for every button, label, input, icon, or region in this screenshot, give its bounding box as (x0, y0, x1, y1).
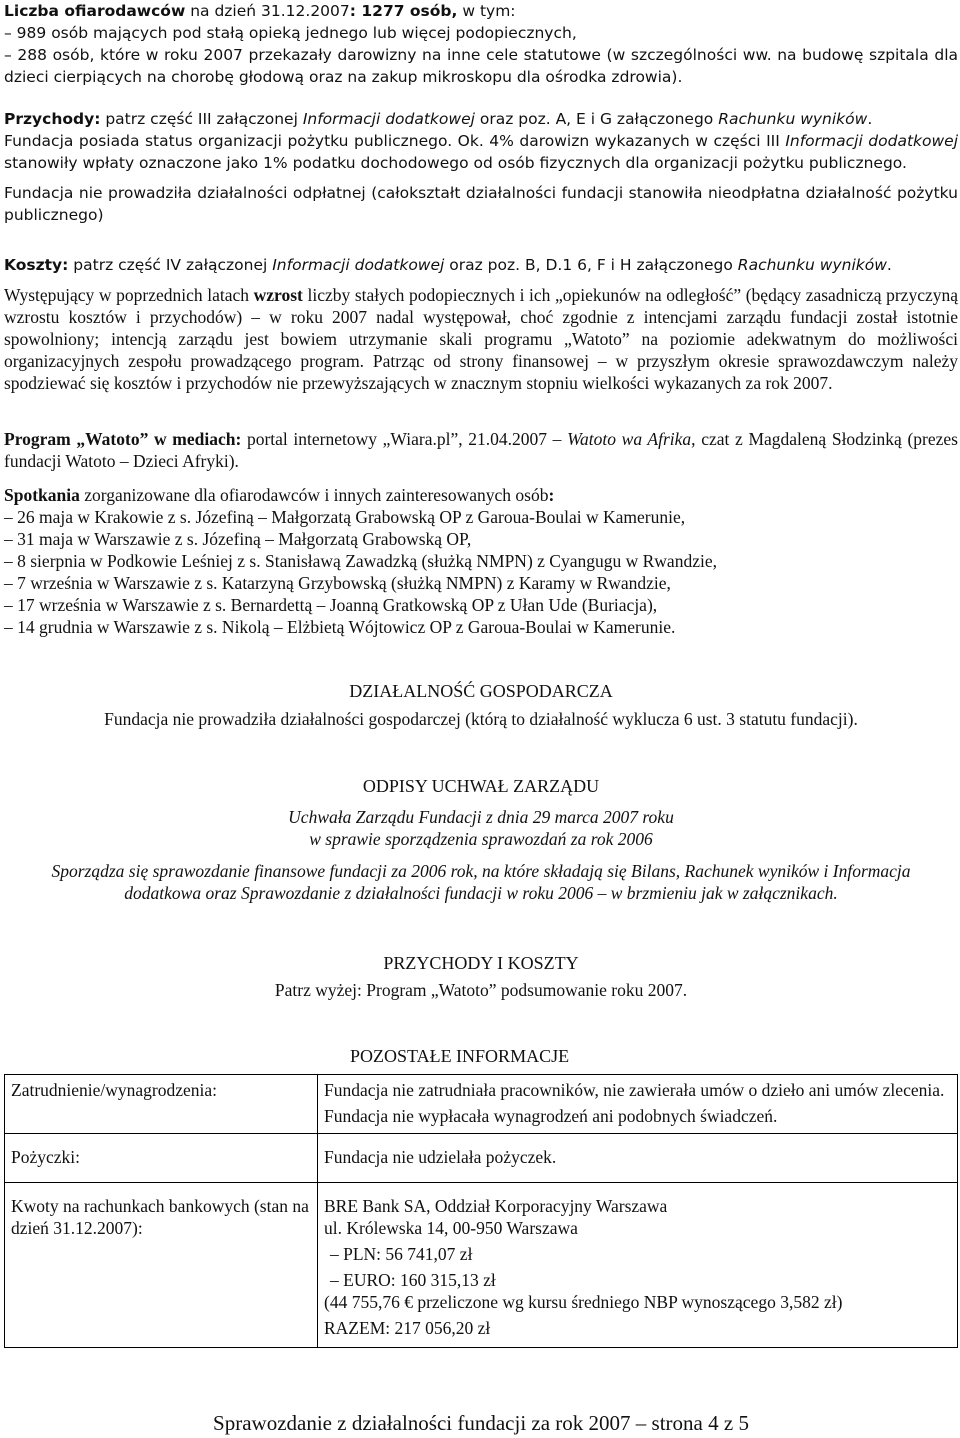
revenue-ref-rachunek: Rachunku wyników (718, 110, 868, 128)
bank-label: Kwoty na rachunkach bankowych (stan na dzień 31.12.2007): (11, 1196, 309, 1238)
media-text-2: , czat z Magdaleną Słodzinką (prezes fundacji Watoto – Dzieci Afryki). (4, 429, 958, 471)
employment-line-2: Fundacja nie wypłacała wynagrodzeń ani podobnych świadczeń. (324, 1106, 778, 1126)
donors-section (4, 0, 958, 88)
donors-heading-date: na dzień 31.12.2007 (185, 2, 350, 20)
revenue-label: Przychody: (4, 110, 101, 128)
meetings-section (4, 484, 958, 638)
other-info-title: POZOSTAŁE INFORMACJE (350, 1046, 570, 1066)
opp-status-ref: Informacji dodatkowej (785, 132, 959, 150)
costs-line (4, 254, 958, 276)
revenue-text-3: . (867, 110, 873, 128)
paid-activity-paragraph: Fundacja nie prowadziła działalności odpłatnej (całokształt działalności fundacji stanowiła nieodpłatna działalność pożytku publicznego) (4, 184, 958, 224)
costs-ref-info: Informacji dodatkowej (272, 256, 445, 274)
media-text-1: portal internetowy „Wiara.pl”, 21.04.2007 – (241, 429, 568, 449)
donors-item-1: – 989 osób mających pod stałą opieką jednego lub więcej podopiecznych, (4, 24, 577, 42)
meeting-item: – 7 września w Warszawie z s. Katarzyną Grzybowską (służką NMPN) z Karamy w Rwandzie, (4, 573, 671, 593)
revenue-costs-section (4, 952, 958, 1001)
employment-line-1: Fundacja nie zatrudniała pracowników, nie zawierała umów o dzieło ani umów zlecenia. (324, 1080, 945, 1100)
bank-euro-conversion: (44 755,76 € przeliczone wg kursu średniego NBP wynoszącego 3,582 zł) (324, 1292, 843, 1312)
table-row (5, 1183, 958, 1348)
loans-label-cell (5, 1134, 318, 1183)
other-info-table (4, 1074, 958, 1348)
costs-text-3: . (886, 256, 892, 274)
costs-label: Koszty: (4, 256, 69, 274)
media-label: Program „Watoto” w mediach: (4, 429, 242, 449)
table-row (5, 1134, 958, 1183)
bank-label-cell (5, 1183, 318, 1348)
donors-heading-label: Liczba ofiarodawców (4, 2, 186, 20)
revenue-section (4, 108, 958, 226)
meetings-text: zorganizowane dla ofiarodawców i innych zainteresowanych osób (79, 485, 549, 505)
meetings-heading (4, 484, 958, 506)
loans-line: Fundacja nie udzielała pożyczek. (324, 1147, 557, 1167)
employment-label: Zatrudnienie/wynagrodzenia: (11, 1080, 218, 1100)
bank-value-cell (318, 1183, 958, 1348)
growth-emphasis: wzrost (253, 285, 303, 305)
meeting-item: – 31 maja w Warszawie z s. Józefiną – Małgorzatą Grabowską OP, (4, 529, 472, 549)
revenue-line (4, 108, 958, 130)
employment-label-cell (5, 1075, 318, 1134)
loans-label: Pożyczki: (11, 1147, 81, 1167)
donors-heading (4, 0, 958, 22)
opp-status-text-2: Ok. 4% darowizn wykazanych w części III (452, 132, 786, 150)
employment-value-cell (318, 1075, 958, 1134)
meetings-colon: : (548, 485, 555, 505)
business-activity-text: Fundacja nie prowadziła działalności gospodarczej (którą to działalność wyklucza 6 ust. 3 statutu fundacji). (104, 709, 858, 729)
meeting-item: – 8 sierpnia w Podkowie Leśniej z s. Stanisławą Zawadzką (służką NMPN) z Cyangugu w Rwandzie, (4, 551, 717, 571)
growth-text-2: liczby stałych podopiecznych i ich „opiekunów na odległość” (będący zasadniczą przyczyną wzrostu kosztów i przychodów) – w roku 2007 nadal występował, choć zgodnie z intencjami zarządu fundacji został istotnie spowolniony; intencją zarządu jest bowiem utrzymanie skali programu „Watoto” na poziomie adekwatnym do możliwości organizacyjnych zespołu prowadzącego program. Patrząc od strony finansowej – w przyszłym okresie sprawozdawczym należy spodziewać się kosztów i przychodów nie przewyższających w znacznym stopniu wielkości wykazanych za rok 2007. (4, 285, 958, 393)
donors-count-tail: w tym: (457, 2, 516, 20)
media-title: Watoto wa Afrika (567, 429, 692, 449)
meetings-label: Spotkania (4, 485, 80, 505)
loans-value-cell (318, 1134, 958, 1183)
revenue-text-1: patrz część III załączonej (100, 110, 303, 128)
business-activity-title: DZIAŁALNOŚĆ GOSPODARCZA (349, 681, 613, 701)
costs-text-2: oraz poz. B, D.1 6, F i H załączonego (444, 256, 738, 274)
costs-section (4, 254, 958, 394)
resolutions-section (4, 775, 958, 904)
bank-total: RAZEM: 217 056,20 zł (324, 1318, 491, 1338)
costs-text-1: patrz część IV załączonej (68, 256, 273, 274)
revenue-costs-title: PRZYCHODY I KOSZTY (383, 953, 579, 973)
growth-paragraph (4, 284, 958, 394)
resolution-body: Sporządza się sprawozdanie finansowe fundacji za 2006 rok, na które składają się Bilans, Rachunek wyników i Informacja dodatkowa oraz Sprawozdanie z działalności fundacji w roku 2006 – w brzmieniu jak w załącznikach. (51, 861, 911, 903)
bank-address: ul. Królewska 14, 00-950 Warszawa (324, 1218, 578, 1238)
table-row (5, 1075, 958, 1134)
donors-count: : 1277 osób, (349, 2, 458, 20)
revenue-text-2: oraz poz. A, E i G załączonego (474, 110, 719, 128)
revenue-costs-text: Patrz wyżej: Program „Watoto” podsumowanie roku 2007. (274, 980, 688, 1000)
opp-status-text-3: stanowiły wpłaty oznaczone jako 1% podatku dochodowego od osób fizycznych dla organizacji pożytku publicznego. (4, 154, 907, 172)
resolutions-title: ODPISY UCHWAŁ ZARZĄDU (362, 776, 600, 796)
opp-status-paragraph (4, 130, 958, 174)
meeting-item: – 17 września w Warszawie z s. Bernardettą – Joanną Gratkowską OP z Ułan Ude (Buriacja), (4, 595, 658, 615)
business-activity-section (4, 680, 958, 730)
media-section (4, 428, 958, 472)
donors-item-2: – 288 osób, które w roku 2007 przekazały darowizny na inne cele statutowe (w szczególności ww. na budowę szpitala dla dzieci cierpiących na chorobę głodową oraz na zakup mikroskopu dla ośrodka zdrowia). (4, 46, 958, 86)
resolution-title-line-2: w sprawie sporządzenia sprawozdań za rok 2006 (309, 829, 653, 849)
media-paragraph (4, 428, 958, 472)
costs-ref-rachunek: Rachunku wyników (737, 256, 887, 274)
bank-name: BRE Bank SA, Oddział Korporacyjny Warszawa (324, 1196, 668, 1216)
growth-text-1: Występujący w poprzednich latach (4, 285, 254, 305)
opp-status-text: Fundacja posiada status organizacji pożytku publicznego. (4, 132, 453, 150)
meetings-list (4, 506, 958, 638)
page-footer: Sprawozdanie z działalności fundacji za rok 2007 – strona 4 z 5 (213, 1411, 749, 1435)
meeting-item: – 14 grudnia w Warszawie z s. Nikolą – Elżbietą Wójtowicz OP z Garoua-Boulai w Kamerunie. (4, 617, 676, 637)
bank-euro: – EURO: 160 315,13 zł (330, 1270, 496, 1290)
revenue-ref-info: Informacji dodatkowej (302, 110, 475, 128)
resolution-title-line-1: Uchwała Zarządu Fundacji z dnia 29 marca 2007 roku (288, 807, 674, 827)
meeting-item: – 26 maja w Krakowie z s. Józefiną – Małgorzatą Grabowską OP z Garoua-Boulai w Kamerunie, (4, 507, 686, 527)
bank-pln: – PLN: 56 741,07 zł (330, 1244, 473, 1264)
